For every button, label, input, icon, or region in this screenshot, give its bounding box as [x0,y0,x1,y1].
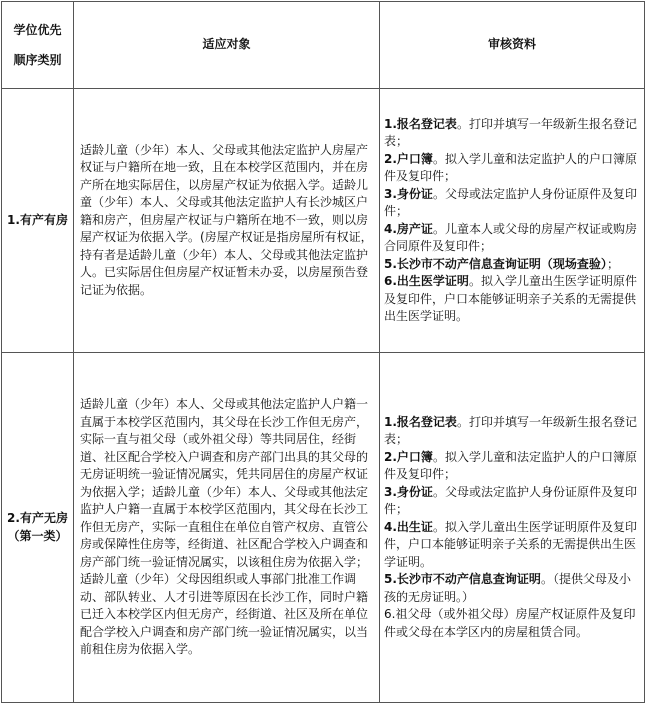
document-item: 2.户口簿。拟入学儿童和法定监护人的户口簿原件及复印件； [384,449,637,482]
description-cell: 适龄儿童（少年）本人、父母或其他法定监护人户籍一直属于本校学区范围内，其父母在长沙工作但无房产，实际一直与祖父母（或外祖父母）等共同居住，经街道、社区配合学校入户调查和房产部门出具的其父母的无房证明统一验证情况属实，凭共同居住的房屋产权证为依据入学；适龄儿童（少年）本人、父母或其他法定监护人户籍一直属于本校学区范围内，其父母在长沙工作但无房产，实际一直租住在单位自管产权房、直管公房或保障性住房等，经街道、社区配合学校入户调查和房产部门统一验证情况属实，以该租住房为依据入学；适龄儿童（少年）父母因组织或人事部门批准工作调动、部队转业、人才引进等原因在长沙工作，同时户籍已迁入本校学区内但无房产，经街道、社区及所在单位配合学校入户调查和房产部门统一验证情况属实，以当前租住房为依据入学。 [74,353,380,703]
table-row [2,353,645,703]
documents-cell [380,89,645,353]
document-item: 6.祖父母（或外祖父母）房屋产权证原件及复印件或父母在本学区内的房屋租赁合同。 [384,607,636,639]
header-category-line1: 学位优先 [13,23,62,37]
document-item: 4.出生证。拟入学儿童出生医学证明原件及复印件，户口本能够证明亲子关系的无需提供出生医学证明。 [384,519,637,569]
document-item: 6.出生医学证明。拟入学儿童出生医学证明原件及复印件，户口本能够证明亲子关系的无需提供出生医学证明。 [384,274,637,323]
documents-cell [380,353,645,703]
description-cell: 适龄儿童（少年）本人、父母或其他法定监护人房屋产权证与户籍所在地一致，且在本校学区范围内，并在房产所在地实际居住，以房屋产权证为依据入学。适龄儿童（少年）本人、父母或其他法定监护人有长沙城区户籍和房产，但房屋产权证与户籍所在地不一致，则以房屋产权证为依据入学。(房屋产权证是指房屋所有权证，持有者是适龄儿童（少年）本人、父母或其他法定监护人。已实际居住但房屋产权证暂未办妥，以房屋预告登记证为依据。 [74,89,380,353]
document-item: 3.身份证。父母或法定监护人身份证原件及复印件； [384,186,637,218]
document-item: 5.长沙市不动产信息查询证明（现场查验）； [384,256,619,271]
category-line1: 2.有产无房 [7,511,68,525]
category-line2: （第一类） [7,528,68,543]
category-cell: 1.有产有房 [2,89,74,353]
table-header-row [2,2,645,89]
document-item: 1.报名登记表。打印并填写一年级新生报名登记表； [384,116,637,148]
document-item: 3.身份证。父母或法定监护人身份证原件及复印件； [384,484,637,517]
header-documents: 审核资料 [380,2,645,89]
category-cell [2,353,74,703]
document-item: 2.户口簿。拟入学儿童和法定监护人的户口簿原件及复印件； [384,151,637,183]
document-item: 5.长沙市不动产信息查询证明。（提供父母及小孩的无房证明。） [384,572,631,604]
document-item: 4.房产证。儿童本人或父母的房屋产权证或购房合同原件及复印件； [384,221,637,253]
header-category-line2: 顺序类别 [13,53,62,67]
header-category [2,2,74,89]
header-applicants: 适应对象 [74,2,380,89]
document-item: 1.报名登记表。打印并填写一年级新生报名登记表； [384,414,637,447]
admission-criteria-table [1,1,645,703]
table-row [2,89,645,353]
